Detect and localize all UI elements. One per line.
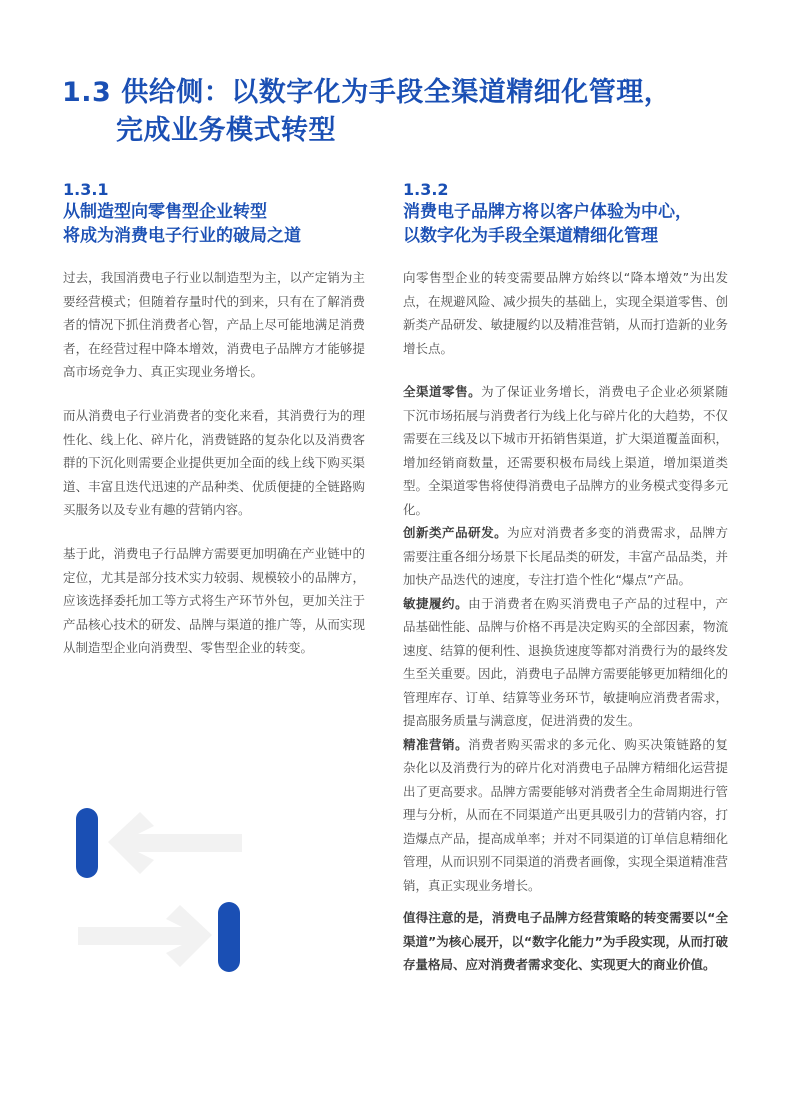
left-arrow-icon: [108, 812, 242, 874]
list-item: [403, 380, 728, 521]
section-heading-1-3-1: [63, 180, 373, 248]
item-term: 精准营销。: [403, 736, 469, 752]
blue-bar-bottom: [218, 902, 240, 972]
item-term: 全渠道零售。: [403, 384, 482, 399]
item-text: 由于消费者在购买消费电子产品的过程中，产品基础性能、品牌与价格不再是决定购买的全部因素，物流速度、结算的便利性、退换货速度等都对消费行为的最终发生至关重要。因此，消费电子品牌方需要能够更加精细化的管理库存、订单、结算等业务环节，敏捷响应消费者需求，提高服务质量与满意度，促进消费的发生。: [403, 595, 729, 728]
item-term: 敏捷履约。: [403, 595, 469, 611]
section-title-line2: 以数字化为手段全渠道精细化管理: [403, 226, 658, 246]
section-number: 1.3.2: [403, 180, 449, 199]
left-paragraph-1: 过去，我国消费电子行业以制造型为主，以产定销为主要经营模式；但随着存量时代的到来，只有在了解消费者的情况下抓住消费者心智，产品上尽可能地满足消费者，在经营过程中降本增效，消费电子品牌方才能够提高市场竞争力、真正实现业务增长。: [63, 270, 365, 379]
item-term: 创新类产品研发。: [403, 525, 508, 540]
section-title-line1: 从制造型向零售型企业转型: [63, 202, 267, 222]
list-item: [403, 733, 728, 898]
page-title-line2: 完成业务模式转型: [116, 115, 336, 146]
list-item: [403, 592, 728, 733]
right-intro-paragraph: 向零售型企业的转变需要品牌方始终以“降本增效”为出发点，在规避风险、减少损失的基础上，实现全渠道零售、创新类产品研发、敏捷履约以及精准营销，从而打造新的业务增长点。: [403, 270, 729, 356]
strategy-list: [403, 380, 728, 897]
arrows-decoration-icon: [70, 800, 250, 980]
right-arrow-icon: [78, 905, 212, 967]
item-text: 为应对消费者多变的消费需求，品牌方需要注重各细分场景下长尾品类的研发，丰富产品品类，并加快产品迭代的速度，专注打造个性化“爆点”产品。: [403, 525, 729, 587]
section-heading-1-3-2: [403, 180, 743, 248]
page-title-line1: 1.3 供给侧：以数字化为手段全渠道精细化管理，: [62, 77, 672, 108]
blue-bar-top: [76, 808, 98, 878]
section-title-line2: 将成为消费电子行业的破局之道: [63, 226, 301, 246]
conclusion-paragraph: 值得注意的是，消费电子品牌方经营策略的转变需要以“全渠道”为核心展开，以“数字化能力”为手段实现，从而打破存量格局、应对消费者需求变化、实现更大的商业价值。: [403, 910, 728, 972]
item-text: 为了保证业务增长，消费电子企业必须紧随下沉市场拓展与消费者行为线上化与碎片化的大趋势，不仅需要在三线及以下城市开拓销售渠道，扩大渠道覆盖面积，增加经销商数量，还需要积极布局线上渠道，增加渠道类型。全渠道零售将使得消费电子品牌方的业务模式变得多元化。: [403, 384, 729, 517]
section-number: 1.3.1: [63, 180, 109, 199]
page-title: [62, 74, 762, 150]
left-paragraph-2: 而从消费电子行业消费者的变化来看，其消费行为的理性化、线上化、碎片化，消费链路的复杂化以及消费客群的下沉化则需要企业提供更加全面的线上线下购买渠道、丰富且迭代迅速的产品种类、优质便捷的全链路购买服务以及专业有趣的营销内容。: [63, 408, 365, 517]
list-item: [403, 521, 728, 592]
section-title-line1: 消费电子品牌方将以客户体验为中心，: [403, 202, 692, 222]
left-paragraph-3: 基于此，消费电子行品牌方需要更加明确在产业链中的定位，尤其是部分技术实力较弱、规模较小的品牌方，应该选择委托加工等方式将生产环节外包，更加关注于产品核心技术的研发、品牌与渠道的推广等，从而实现从制造型企业向消费型、零售型企业的转变。: [63, 546, 365, 655]
item-text: 消费者购买需求的多元化、购买决策链路的复杂化以及消费行为的碎片化对消费电子品牌方精细化运营提出了更高要求。品牌方需要能够对消费者全生命周期进行管理与分析，从而在不同渠道产出更具吸引力的营销内容，打造爆点产品，提高成单率；并对不同渠道的订单信息精细化管理，从而识别不同渠道的消费者画像，实现全渠道精准营销，真正实现业务增长。: [403, 736, 729, 893]
